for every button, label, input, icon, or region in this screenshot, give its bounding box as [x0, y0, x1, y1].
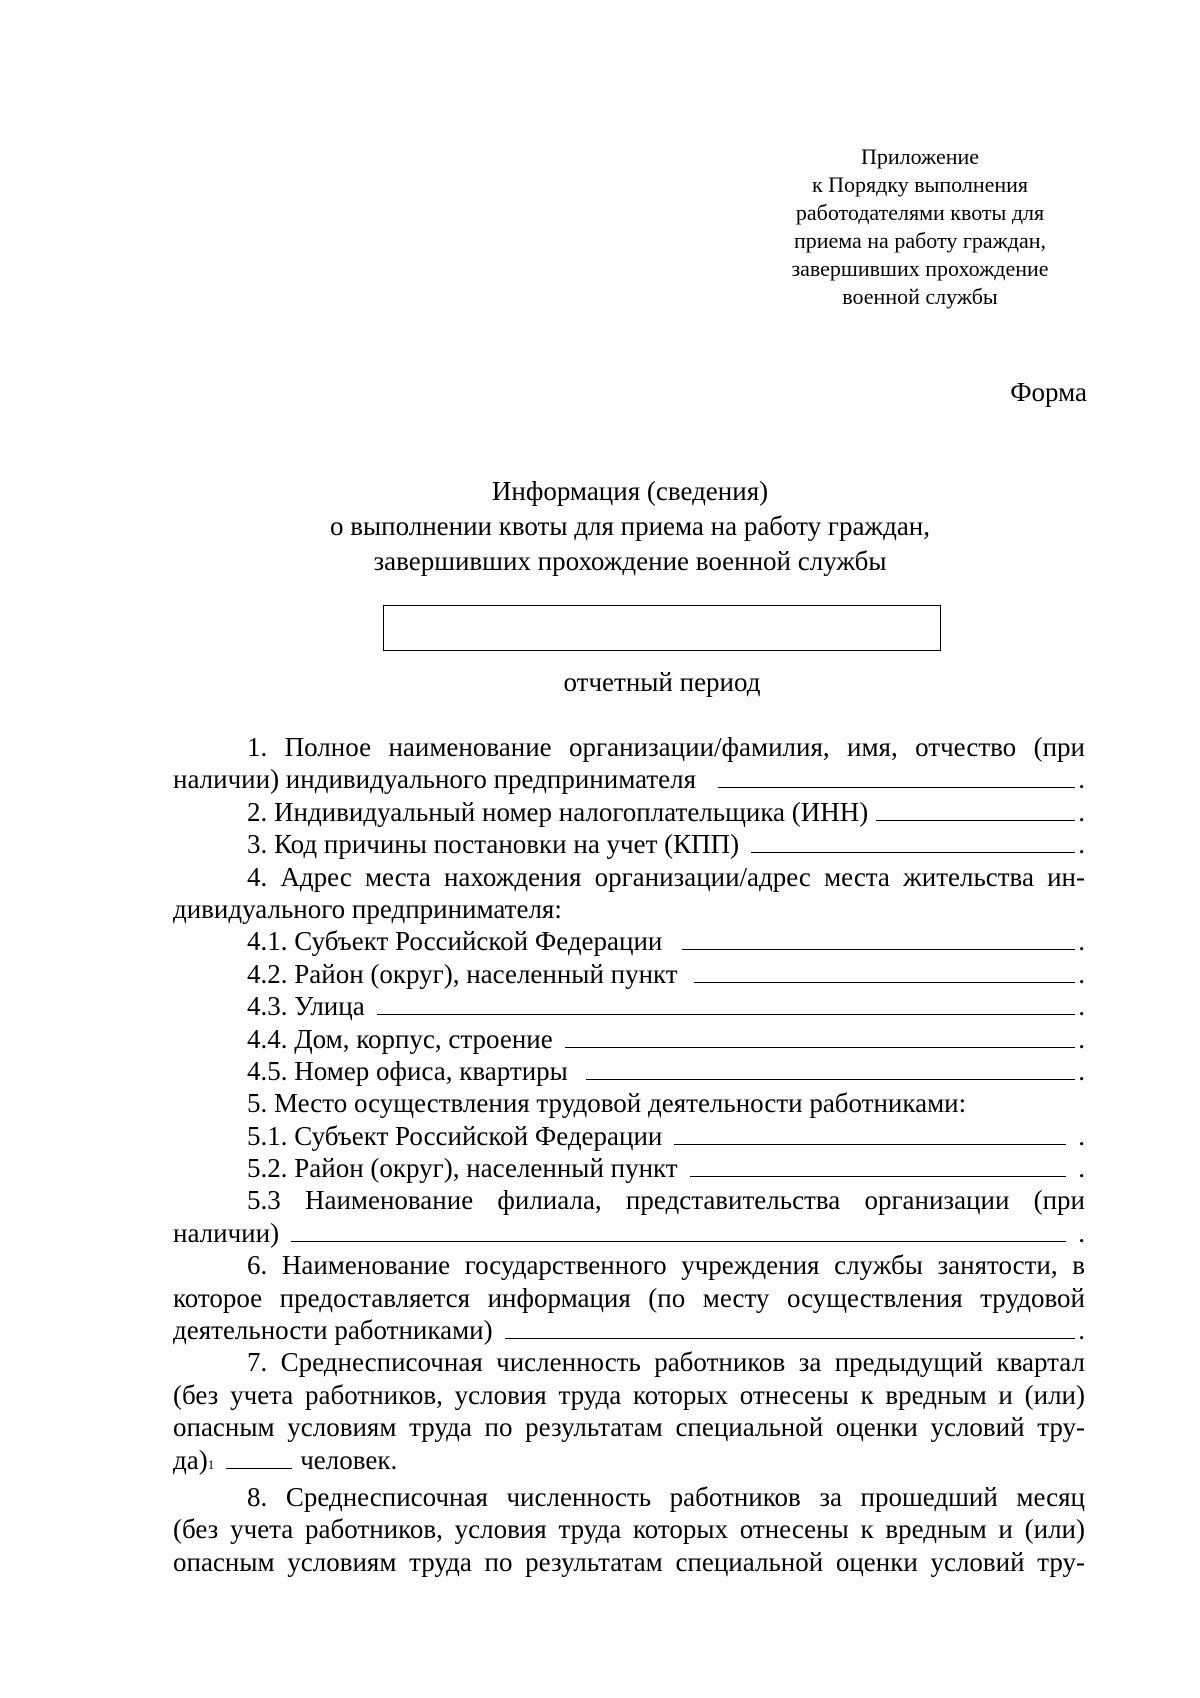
appendix-header: [760, 143, 1080, 311]
item-8-line-1: 8. Среднесписочная численность работников за прошедший месяц: [247, 1481, 1085, 1512]
item-4-5: [173, 1055, 1085, 1087]
line-period: .: [1078, 829, 1085, 860]
title-line: завершивших прохождение военной службы: [373, 546, 887, 576]
form-body: [173, 731, 1085, 1578]
item-7-unit: человек.: [300, 1444, 398, 1475]
item-4-3-text: 4.3. Улица: [247, 991, 365, 1022]
line-period: .: [1078, 958, 1085, 989]
line-period: .: [1078, 764, 1085, 795]
address-house-field[interactable]: [565, 1025, 1076, 1048]
item-2: [173, 796, 1085, 828]
item-7-text: да): [173, 1444, 208, 1475]
item-5-3-line-1: 5.3 Наименование филиала, представительства организации (при: [247, 1185, 1085, 1216]
appendix-line: работодателями квоты для: [795, 200, 1045, 225]
line-period: .: [1078, 1120, 1085, 1151]
employment-service-field[interactable]: [505, 1316, 1076, 1339]
appendix-line: военной службы: [842, 284, 998, 309]
title-line: о выполнении квоты для приема на работу граждан,: [329, 511, 931, 541]
address-street-field[interactable]: [377, 992, 1076, 1015]
item-5-2: [173, 1152, 1085, 1184]
item-4-line-2: дивидуального предпринимателя:: [173, 893, 562, 924]
line-period: .: [1078, 1055, 1085, 1086]
item-8-line-2: (без учета работников, условия труда которых отнесены к вредным и (или): [173, 1514, 1085, 1545]
line-period: .: [1078, 1217, 1085, 1248]
document-title: [170, 474, 1090, 579]
item-3: [173, 828, 1085, 860]
item-6-line-1: 6. Наименование государственного учреждения службы занятости, в: [247, 1250, 1085, 1281]
kpp-field[interactable]: [751, 830, 1075, 853]
item-1-text: наличии) индивидуального предпринимателя: [173, 764, 697, 795]
title-line: Информация (сведения): [491, 476, 769, 506]
line-period: .: [1078, 1023, 1085, 1054]
branch-name-field[interactable]: [291, 1219, 1066, 1242]
appendix-line: к Порядку выполнения: [811, 172, 1029, 197]
line-period: .: [1078, 1153, 1085, 1184]
reporting-period-field[interactable]: [383, 605, 941, 651]
item-6-line-2: которое предоставляется информация (по месту осуществления трудовой: [173, 1282, 1085, 1313]
address-region-field[interactable]: [682, 927, 1075, 950]
item-5-1: [173, 1120, 1085, 1152]
item-6-line-3: [173, 1314, 1085, 1346]
item-1-line-1: 1. Полное наименование организации/фамилия, имя, отчество (при: [247, 732, 1085, 762]
appendix-line: приема на работу граждан,: [793, 228, 1047, 253]
line-period: .: [1078, 1315, 1085, 1346]
item-4-3: [173, 990, 1085, 1022]
line-period: .: [1078, 926, 1085, 957]
item-4-4-text: 4.4. Дом, корпус, строение: [247, 1023, 553, 1054]
item-2-text: 2. Индивидуальный номер налогоплательщика (ИНН): [247, 796, 869, 827]
item-5: 5. Место осуществления трудовой деятельности работниками:: [247, 1088, 967, 1119]
item-4-1-text: 4.1. Субъект Российской Федерации: [247, 926, 663, 957]
item-4-5-text: 4.5. Номер офиса, квартиры: [247, 1055, 568, 1086]
form-label: Форма: [1010, 377, 1087, 407]
item-5-3-text: наличии): [173, 1217, 280, 1248]
item-4-2: [173, 958, 1085, 990]
item-4-line-1: 4. Адрес места нахождения организации/адрес места жительства ин-: [247, 861, 1085, 892]
appendix-line: Приложение: [860, 144, 980, 169]
inn-field[interactable]: [876, 798, 1075, 821]
item-4-1: [173, 925, 1085, 957]
item-5-1-text: 5.1. Субъект Российской Федерации: [247, 1120, 663, 1151]
item-6-text: деятельности работниками): [173, 1315, 493, 1346]
item-7-line-2: (без учета работников, условия труда которых отнесены к вредным и (или): [173, 1379, 1085, 1410]
appendix-line: завершивших прохождение: [791, 256, 1049, 281]
item-7-line-4: да) 1 человек.: [173, 1444, 398, 1475]
line-period: .: [1078, 991, 1085, 1022]
item-5-3-line-2: [173, 1217, 1085, 1249]
quarter-headcount-field[interactable]: [226, 1446, 292, 1469]
work-district-field[interactable]: [690, 1154, 1067, 1177]
item-5-2-text: 5.2. Район (округ), населенный пункт: [247, 1153, 678, 1184]
reporting-period-caption: отчетный период: [563, 667, 761, 697]
work-region-field[interactable]: [674, 1122, 1066, 1145]
address-district-field[interactable]: [694, 960, 1076, 983]
org-name-field[interactable]: [718, 765, 1075, 788]
item-7-line-1: 7. Среднесписочная численность работников за предыдущий квартал: [247, 1347, 1085, 1378]
item-1-line-2: [173, 763, 1085, 795]
address-office-field[interactable]: [586, 1057, 1075, 1080]
item-4-2-text: 4.2. Район (округ), населенный пункт: [247, 958, 678, 989]
item-3-text: 3. Код причины постановки на учет (КПП): [247, 829, 740, 860]
line-period: .: [1078, 796, 1085, 827]
item-7-line-3: опасным условиям труда по результатам специальной оценки условий тру-: [173, 1412, 1085, 1443]
item-4-4: [173, 1023, 1085, 1055]
item-8-line-3: опасным условиям труда по результатам специальной оценки условий тру-: [173, 1546, 1085, 1577]
